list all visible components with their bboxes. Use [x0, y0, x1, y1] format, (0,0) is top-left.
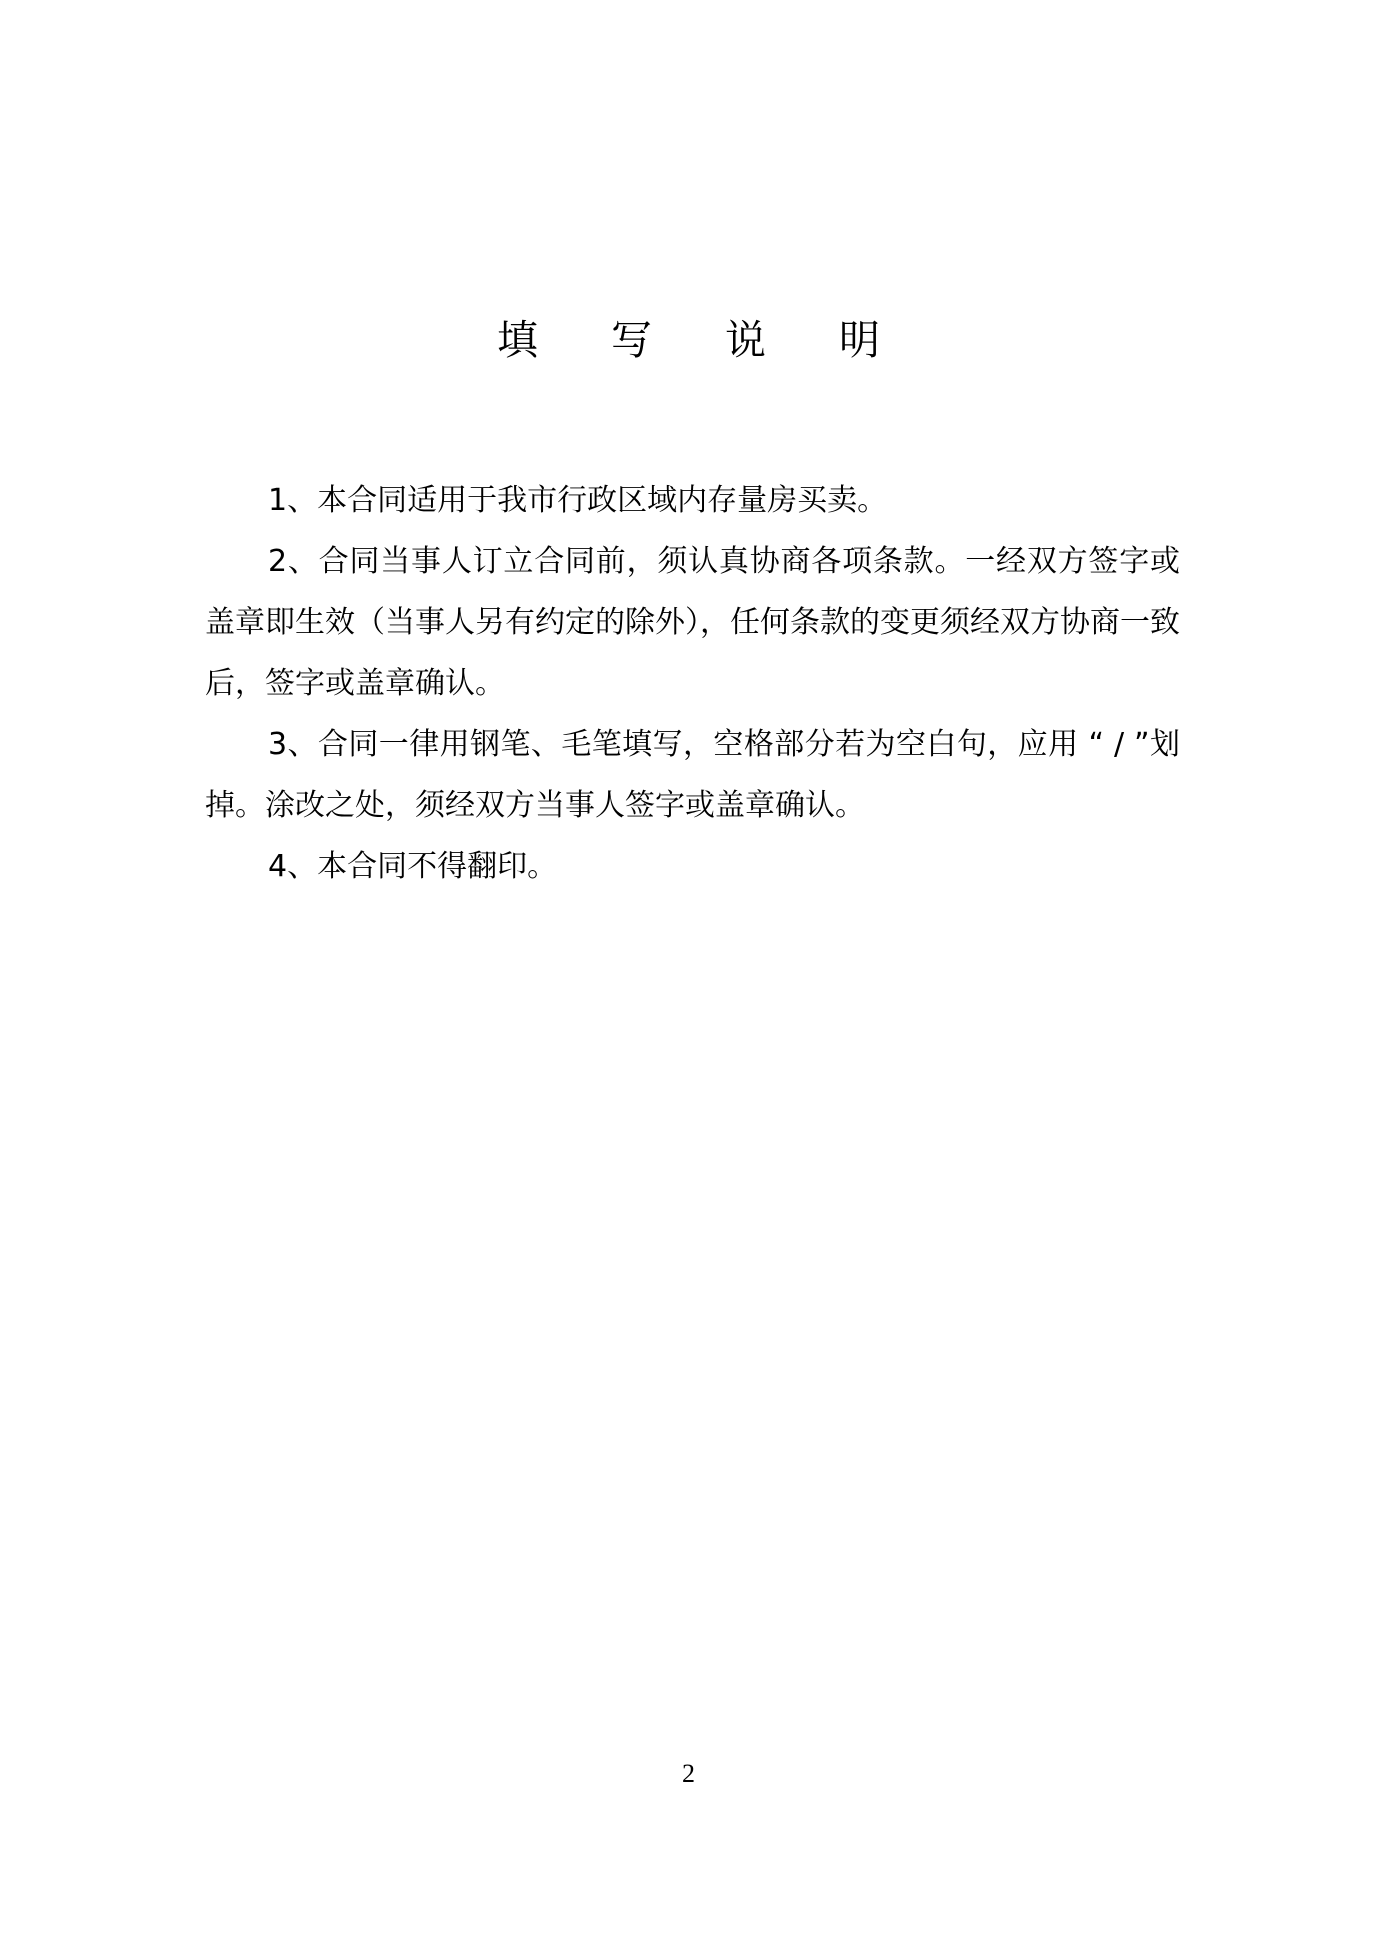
instruction-item-4: 4、本合同不得翻印。	[268, 849, 558, 884]
page-number: 2	[682, 1759, 695, 1788]
instruction-item-3: 3、合同一律用钢笔、毛笔填写，空格部分若为空白句，应用 “ / ”划掉。涂改之处，须经双方当事人签字或盖章确认。	[205, 727, 1180, 823]
instruction-item-1: 1、本合同适用于我市行政区域内存量房买卖。	[268, 483, 888, 518]
instructions-body	[205, 470, 1180, 897]
page-title: 填 写 说 明	[496, 316, 911, 364]
instruction-item-2: 2、合同当事人订立合同前，须认真协商各项条款。一经双方签字或盖章即生效（当事人另有约定的除外），任何条款的变更须经双方协商一致后，签字或盖章确认。	[205, 544, 1180, 701]
